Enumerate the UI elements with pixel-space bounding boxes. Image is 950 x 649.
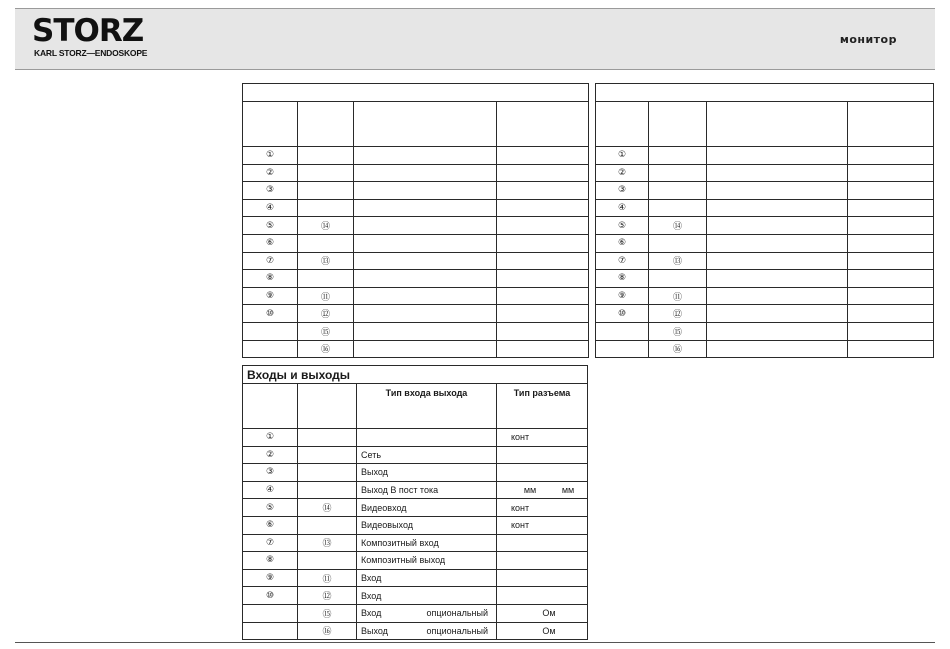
- table-row: [243, 147, 589, 165]
- blank-cell: [497, 147, 589, 165]
- blank-cell: [848, 217, 934, 235]
- position-number-alt: [298, 429, 357, 447]
- io-type-note: опциональный: [426, 608, 488, 619]
- position-number-alt: [298, 481, 357, 499]
- blank-cell: [848, 252, 934, 270]
- position-number: ⑦: [596, 252, 649, 270]
- position-number-alt: ⑮: [649, 322, 707, 340]
- table-row: [243, 604, 588, 622]
- position-number: ⑧: [243, 552, 298, 570]
- connector-type-cell: [497, 569, 588, 587]
- position-number: ③: [596, 182, 649, 200]
- table-row: [243, 499, 588, 517]
- blank-cell: [497, 182, 589, 200]
- position-number: ①: [596, 147, 649, 165]
- position-number: [243, 604, 298, 622]
- blank-cell: [497, 305, 589, 323]
- column-header: [243, 384, 298, 429]
- position-number-alt: ⑪: [298, 287, 354, 305]
- blank-cell: [848, 270, 934, 288]
- table-row: [243, 516, 588, 534]
- table-title: [243, 84, 589, 102]
- table-row: [596, 287, 934, 305]
- position-number: ⑤: [243, 217, 298, 235]
- position-number: ⑦: [243, 252, 298, 270]
- table-row: [243, 305, 589, 323]
- blank-cell: [354, 270, 497, 288]
- connector-table-top-right: [595, 83, 934, 358]
- table-row: [243, 534, 588, 552]
- position-number: ⑥: [243, 234, 298, 252]
- position-number: ⑧: [243, 270, 298, 288]
- footer-divider: [15, 642, 935, 643]
- table-row: [596, 322, 934, 340]
- position-number: [243, 622, 298, 640]
- position-number-alt: ⑯: [649, 340, 707, 358]
- position-number-alt: [649, 164, 707, 182]
- io-type: Выход: [361, 625, 388, 636]
- position-number-alt: [298, 199, 354, 217]
- position-number: [243, 340, 298, 358]
- io-type-cell: Выход: [357, 464, 497, 482]
- position-number: ②: [596, 164, 649, 182]
- position-number: ⑤: [596, 217, 649, 235]
- position-number: ⑩: [243, 305, 298, 323]
- blank-cell: [354, 322, 497, 340]
- table-row: [243, 569, 588, 587]
- position-number-alt: ⑮: [298, 604, 357, 622]
- blank-cell: [497, 287, 589, 305]
- table-row: [243, 587, 588, 605]
- table-row: [243, 429, 588, 447]
- connector-type-cell: [497, 552, 588, 570]
- position-number: ②: [243, 164, 298, 182]
- connector-type-cell: [497, 446, 588, 464]
- blank-cell: [707, 147, 848, 165]
- io-type-cell: Выход В пост тока: [357, 481, 497, 499]
- column-header: [707, 102, 848, 147]
- position-number: ⑧: [596, 270, 649, 288]
- column-header: [298, 102, 354, 147]
- column-header-connector-type: Тип разъема: [497, 384, 588, 429]
- position-number-alt: ⑫: [649, 305, 707, 323]
- position-number-alt: ⑪: [298, 569, 357, 587]
- blank-cell: [848, 147, 934, 165]
- blank-cell: [707, 199, 848, 217]
- io-type-note: опциональный: [426, 625, 488, 636]
- blank-cell: [707, 340, 848, 358]
- blank-cell: [848, 182, 934, 200]
- io-type-cell: Видеовход: [357, 499, 497, 517]
- io-type-cell: Композитный выход: [357, 552, 497, 570]
- blank-cell: [354, 164, 497, 182]
- column-header: [298, 384, 357, 429]
- blank-cell: [497, 270, 589, 288]
- inputs-outputs-table: [242, 365, 588, 640]
- table-row: [596, 217, 934, 235]
- position-number-alt: [298, 516, 357, 534]
- blank-cell: [354, 234, 497, 252]
- table-row: [243, 464, 588, 482]
- io-type-cell: Сеть: [357, 446, 497, 464]
- table-row: [596, 182, 934, 200]
- position-number: ⑨: [243, 569, 298, 587]
- blank-cell: [354, 147, 497, 165]
- position-number: ④: [243, 481, 298, 499]
- position-number: ⑩: [596, 305, 649, 323]
- connector-type-cell: [497, 464, 588, 482]
- table-title: Входы и выходы: [243, 366, 588, 384]
- column-header: [848, 102, 934, 147]
- position-number-alt: [649, 147, 707, 165]
- page-title: монитор: [839, 33, 897, 46]
- table-row: [243, 322, 589, 340]
- table-row: [596, 252, 934, 270]
- blank-cell: [848, 199, 934, 217]
- blank-cell: [707, 217, 848, 235]
- column-header-io-type: Тип входа выхода: [357, 384, 497, 429]
- table-row: [243, 234, 589, 252]
- blank-cell: [354, 287, 497, 305]
- blank-cell: [848, 340, 934, 358]
- position-number-alt: ⑪: [649, 287, 707, 305]
- io-type-cell: [357, 429, 497, 447]
- column-header: [497, 102, 589, 147]
- position-number-alt: [298, 270, 354, 288]
- connector-type: мм: [523, 485, 537, 496]
- table-row: [243, 270, 589, 288]
- connector-table-top-left: [242, 83, 589, 358]
- position-number: ⑥: [596, 234, 649, 252]
- table-row: [596, 305, 934, 323]
- io-type-cell: [357, 604, 497, 622]
- blank-cell: [848, 322, 934, 340]
- table-row: [243, 287, 589, 305]
- position-number: ⑥: [243, 516, 298, 534]
- position-number-alt: ⑬: [298, 252, 354, 270]
- blank-cell: [707, 252, 848, 270]
- position-number: ③: [243, 464, 298, 482]
- column-header: [596, 102, 649, 147]
- table-row: [243, 481, 588, 499]
- connector-type-cell: конт: [497, 429, 588, 447]
- position-number-alt: ⑬: [298, 534, 357, 552]
- connector-type-cell: конт: [497, 499, 588, 517]
- position-number: ④: [243, 199, 298, 217]
- position-number-alt: ⑭: [298, 499, 357, 517]
- position-number-alt: [298, 234, 354, 252]
- blank-cell: [848, 287, 934, 305]
- table-row: [596, 270, 934, 288]
- position-number-alt: ⑭: [298, 217, 354, 235]
- position-number: ③: [243, 182, 298, 200]
- connector-type-extra: мм: [561, 485, 575, 496]
- io-type: Вход: [361, 608, 382, 619]
- position-number-alt: [649, 199, 707, 217]
- blank-cell: [497, 199, 589, 217]
- blank-cell: [354, 199, 497, 217]
- blank-cell: [848, 234, 934, 252]
- table-row: [243, 446, 588, 464]
- logo-subtitle: KARL STORZ—ENDOSKOPE: [34, 48, 148, 58]
- position-number-alt: [649, 182, 707, 200]
- position-number-alt: ⑫: [298, 587, 357, 605]
- blank-cell: [707, 287, 848, 305]
- position-number-alt: ⑬: [649, 252, 707, 270]
- position-number: [243, 322, 298, 340]
- position-number-alt: [298, 182, 354, 200]
- blank-cell: [354, 217, 497, 235]
- position-number-alt: [298, 446, 357, 464]
- blank-cell: [707, 270, 848, 288]
- position-number: [596, 340, 649, 358]
- column-header: [243, 102, 298, 147]
- blank-cell: [707, 182, 848, 200]
- table-row: [596, 199, 934, 217]
- position-number: ⑨: [243, 287, 298, 305]
- column-header: [354, 102, 497, 147]
- connector-type-cell: [497, 534, 588, 552]
- blank-cell: [707, 305, 848, 323]
- logo-wordmark: STORZ: [32, 13, 144, 49]
- blank-cell: [707, 234, 848, 252]
- table-row: [243, 340, 589, 358]
- io-type-cell: Вход: [357, 587, 497, 605]
- blank-cell: [354, 340, 497, 358]
- position-number-alt: [298, 164, 354, 182]
- table-title: [596, 84, 934, 102]
- blank-cell: [497, 340, 589, 358]
- position-number-alt: ⑫: [298, 305, 354, 323]
- blank-cell: [707, 164, 848, 182]
- position-number-alt: [298, 552, 357, 570]
- blank-cell: [497, 164, 589, 182]
- table-row: [243, 182, 589, 200]
- position-number-alt: [298, 147, 354, 165]
- page-header: [15, 8, 935, 70]
- position-number-alt: ⑯: [298, 622, 357, 640]
- table-row: [596, 234, 934, 252]
- table-row: [243, 252, 589, 270]
- connector-type-cell: [497, 481, 588, 499]
- position-number: ①: [243, 147, 298, 165]
- position-number: ⑨: [596, 287, 649, 305]
- connector-type-cell: Ом: [497, 622, 588, 640]
- position-number: ①: [243, 429, 298, 447]
- position-number-alt: ⑭: [649, 217, 707, 235]
- table-row: [243, 164, 589, 182]
- position-number-alt: [298, 464, 357, 482]
- io-type-cell: Видеовыход: [357, 516, 497, 534]
- position-number-alt: ⑯: [298, 340, 354, 358]
- blank-cell: [354, 182, 497, 200]
- connector-type-cell: конт: [497, 516, 588, 534]
- position-number: ⑤: [243, 499, 298, 517]
- blank-cell: [497, 252, 589, 270]
- position-number: ⑩: [243, 587, 298, 605]
- blank-cell: [354, 252, 497, 270]
- position-number: ②: [243, 446, 298, 464]
- connector-type-cell: Ом: [497, 604, 588, 622]
- position-number: ④: [596, 199, 649, 217]
- blank-cell: [848, 305, 934, 323]
- table-row: [596, 147, 934, 165]
- position-number-alt: ⑮: [298, 322, 354, 340]
- table-row: [596, 164, 934, 182]
- table-row: [596, 340, 934, 358]
- io-type-cell: Композитный вход: [357, 534, 497, 552]
- position-number: [596, 322, 649, 340]
- blank-cell: [497, 217, 589, 235]
- table-row: [243, 217, 589, 235]
- position-number-alt: [649, 270, 707, 288]
- io-type-cell: [357, 622, 497, 640]
- karl-storz-logo: [32, 14, 167, 60]
- table-row: [243, 199, 589, 217]
- table-row: [243, 552, 588, 570]
- column-header: [649, 102, 707, 147]
- position-number: ⑦: [243, 534, 298, 552]
- blank-cell: [497, 234, 589, 252]
- connector-type-cell: [497, 587, 588, 605]
- io-type-cell: Вход: [357, 569, 497, 587]
- blank-cell: [707, 322, 848, 340]
- blank-cell: [354, 305, 497, 323]
- blank-cell: [497, 322, 589, 340]
- table-row: [243, 622, 588, 640]
- position-number-alt: [649, 234, 707, 252]
- blank-cell: [848, 164, 934, 182]
